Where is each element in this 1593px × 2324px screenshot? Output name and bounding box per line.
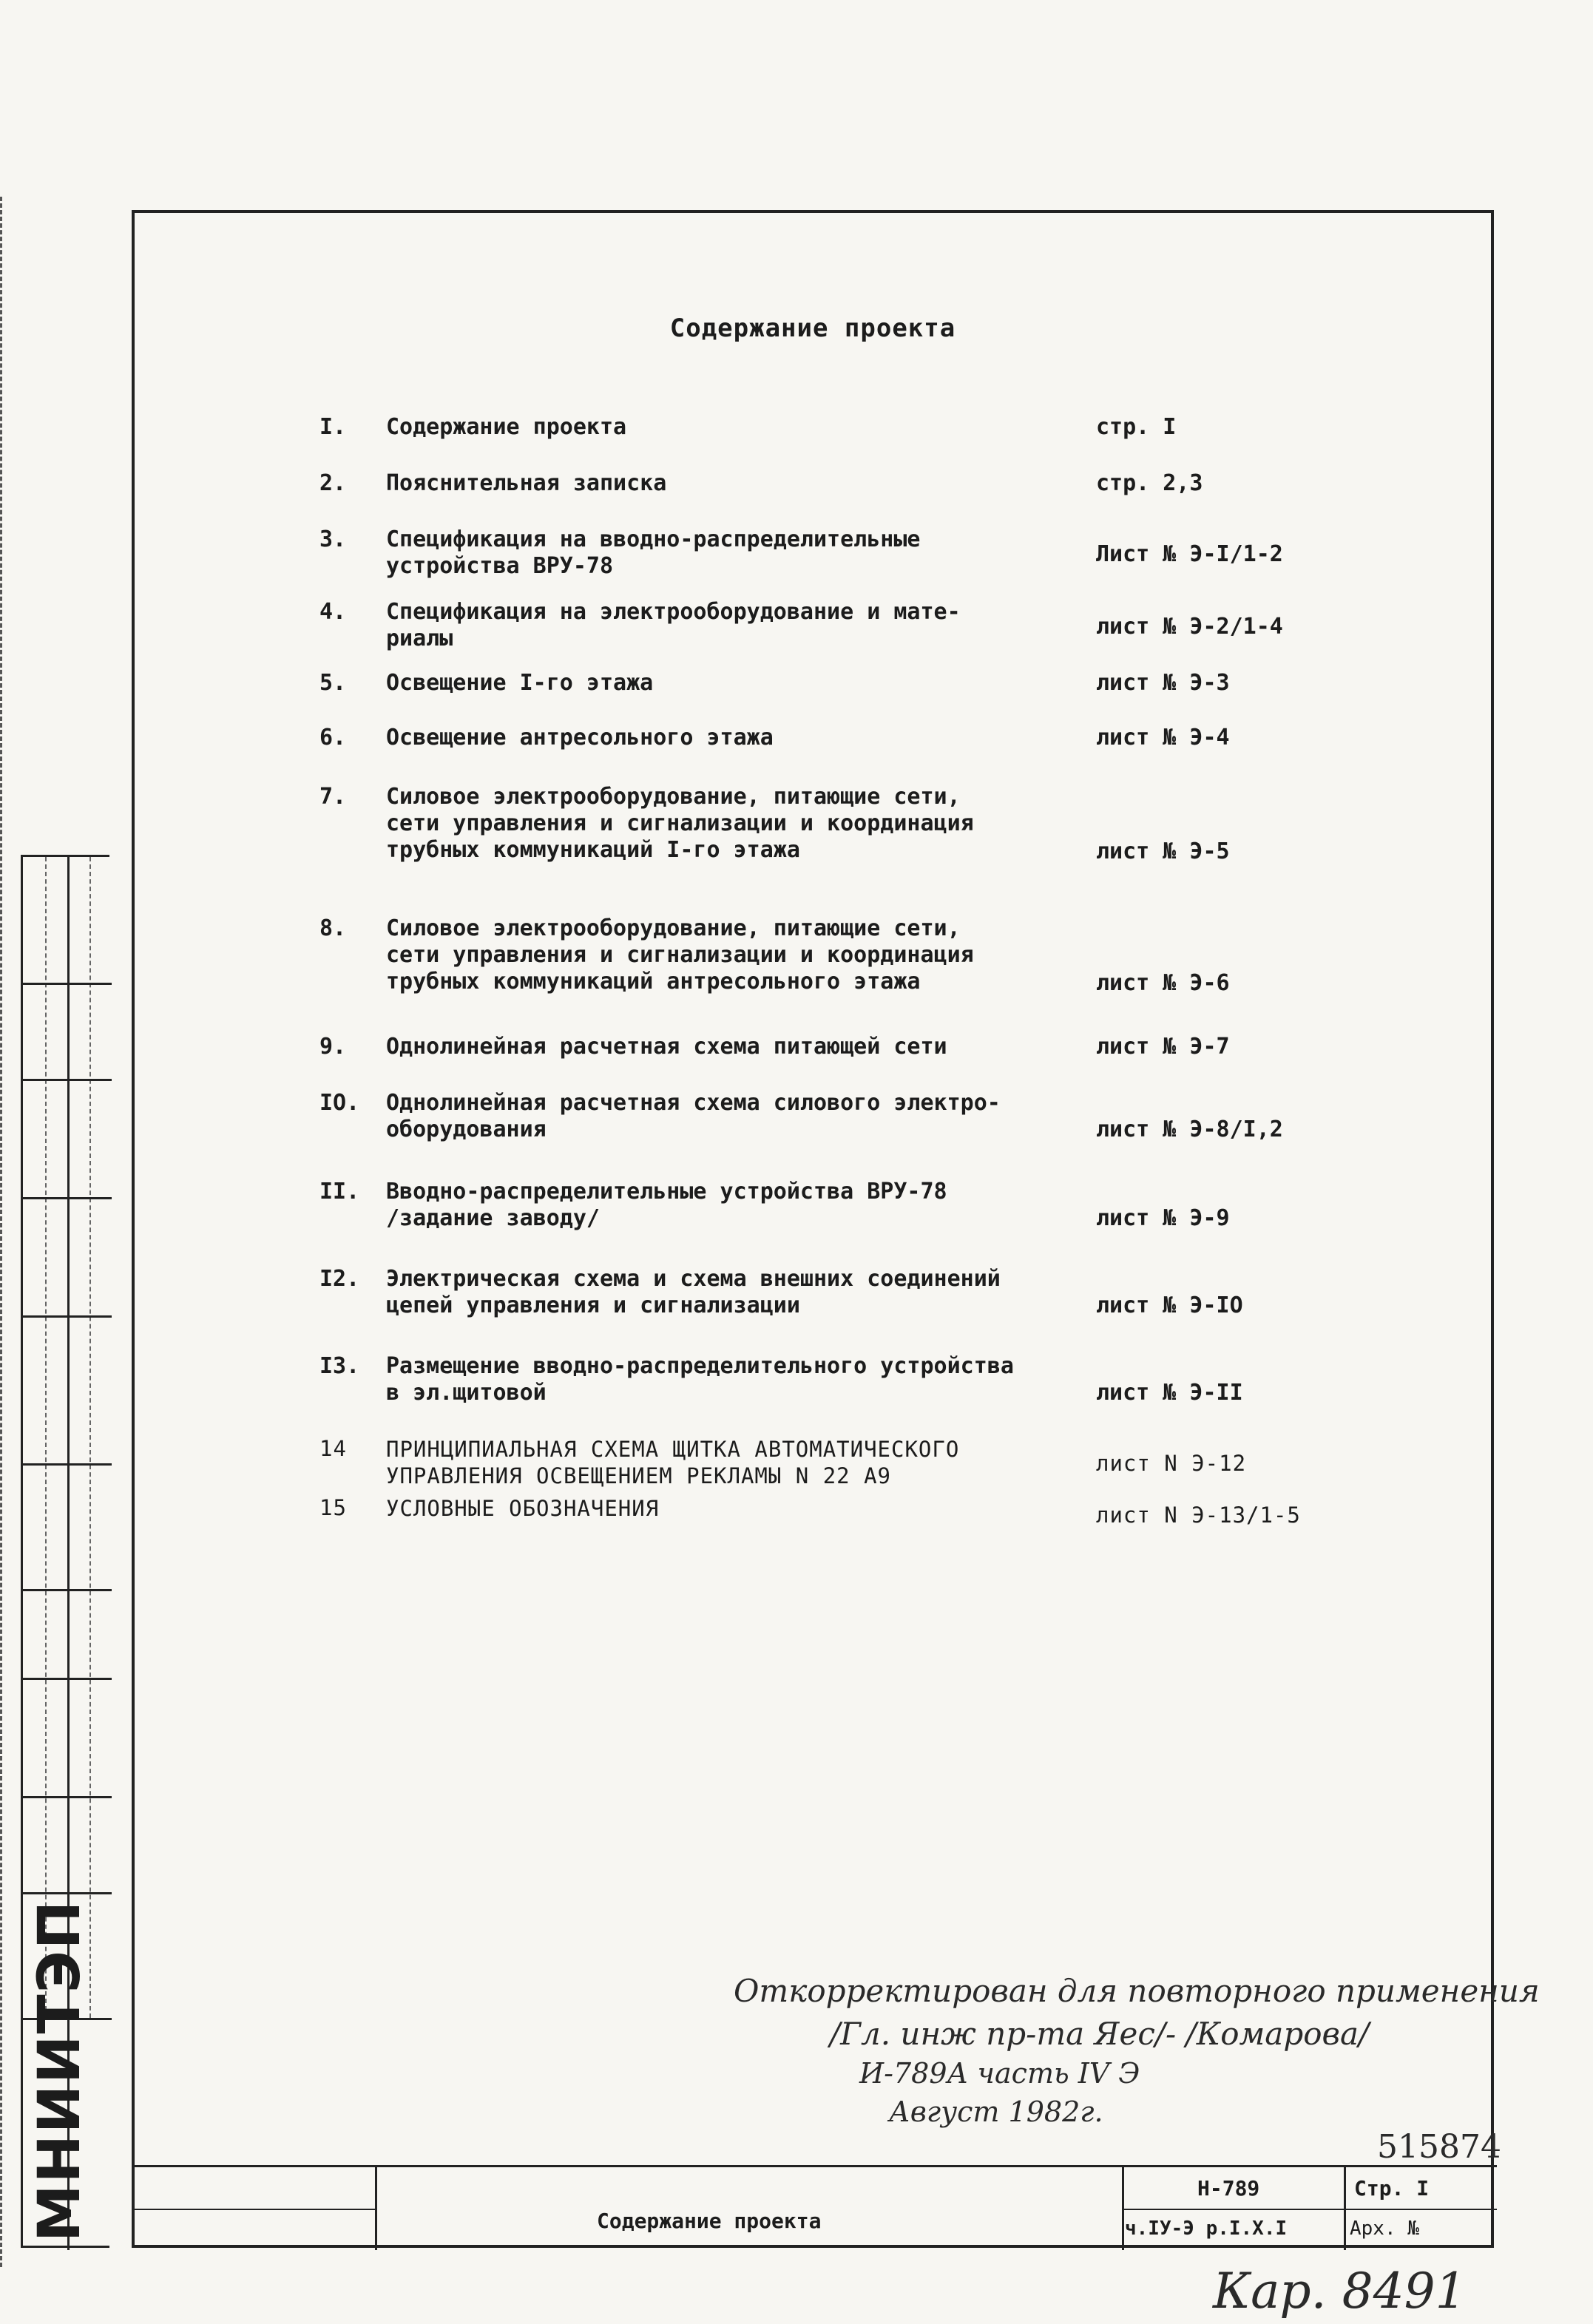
title-block-code-cell [1122, 2167, 1346, 2250]
contents-item-line: трубных коммуникаций антресольного этажа [386, 969, 921, 995]
contents-item-reference: стр. 2,3 [1096, 470, 1203, 496]
contents-item-number: II. [319, 1179, 360, 1205]
handwritten-date: Август 1982г. [889, 2096, 1103, 2128]
handwritten-project-part: И-789А часть IV Э [859, 2057, 1140, 2090]
contents-item-line: Электрическая схема и схема внешних соединений [386, 1266, 1001, 1292]
handwritten-signature-line: /Гл. инж пр-та Яес/- /Комарова/ [830, 2016, 1370, 2052]
contents-item-line: в эл.щитовой [386, 1380, 547, 1406]
contents-item-text [386, 1266, 1022, 1319]
contents-item-line: /задание заводу/ [386, 1205, 600, 1231]
contents-item-number: 9. [319, 1034, 347, 1060]
contents-item-line: Размещение вводно-распределительного устройства [386, 1353, 1014, 1379]
title-block-code: Н-789 [1197, 2176, 1260, 2201]
contents-item-line: Силовое электрооборудование, питающие сети, [386, 784, 961, 810]
contents-item-line: Содержание проекта [386, 414, 627, 440]
contents-item-line: сети управления и сигнализации и координация [386, 810, 974, 836]
contents-item-number: 5. [319, 670, 347, 696]
contents-item-number: 8. [319, 915, 347, 941]
contents-item-reference: лист № Э-9 [1096, 1205, 1230, 1231]
contents-item-reference: лист № Э-3 [1096, 670, 1230, 696]
contents-item-text [386, 1353, 1022, 1406]
contents-item-line: устройства ВРУ-78 [386, 553, 614, 579]
contents-item-text [386, 670, 1022, 697]
contents-item-number: 3. [319, 526, 347, 552]
contents-item-line: сети управления и сигнализации и координация [386, 942, 974, 968]
contents-item-number: I. [319, 414, 347, 440]
contents-item-line: Однолинейная расчетная схема силового электро- [386, 1090, 1001, 1116]
contents-item-reference: лист № Э-IO [1096, 1293, 1243, 1318]
title-block [135, 2165, 1497, 2250]
contents-item-reference: лист № Э-7 [1096, 1034, 1230, 1060]
contents-item-line: Однолинейная расчетная схема питающей сети [386, 1034, 947, 1060]
contents-item-line: Спецификация на электрооборудование и мате- [386, 599, 961, 625]
contents-item-text [386, 599, 1022, 652]
contents-item-text [386, 526, 1022, 580]
contents-item-number: I3. [319, 1353, 360, 1379]
title-block-part: ч.IУ-Э р.I.Х.I [1125, 2218, 1288, 2240]
contents-item-reference: лист N Э-13/1-5 [1096, 1503, 1301, 1528]
contents-item-line: Пояснительная записка [386, 470, 667, 496]
title-block-name-cell [375, 2167, 1124, 2250]
title-block-blank [135, 2167, 377, 2250]
handwritten-correction-note: Откорректирован для повторного применения [734, 1973, 1540, 2009]
contents-item-number: 2. [319, 470, 347, 496]
contents-item-number: 6. [319, 725, 347, 751]
contents-item-number: I2. [319, 1266, 360, 1292]
contents-item-text [386, 1436, 1022, 1489]
contents-item-reference: лист № Э-6 [1096, 970, 1230, 996]
contents-item-reference: лист № Э-5 [1096, 839, 1230, 864]
contents-item-text [386, 784, 1022, 864]
contents-item-line: оборудования [386, 1117, 547, 1142]
contents-item-reference: лист № Э-8/I,2 [1096, 1117, 1283, 1142]
contents-item-line: Освещение антресольного этажа [386, 725, 774, 751]
contents-item-reference: Лист № Э-I/1-2 [1096, 541, 1283, 567]
contents-item-text [386, 915, 1022, 995]
contents-item-number: 14 [319, 1436, 347, 1461]
contents-item-line: Спецификация на вводно-распределительные [386, 526, 921, 552]
contents-item-line: УСЛОВНЫЕ ОБОЗНАЧЕНИЯ [386, 1496, 660, 1521]
binding-margin-marks [0, 197, 7, 2267]
contents-item-reference: стр. I [1096, 414, 1177, 440]
organization-stamp: МНИИТЭП [27, 1899, 93, 2242]
title-block-page: Стр. I [1354, 2176, 1430, 2201]
contents-item-reference: лист № Э-II [1096, 1380, 1243, 1406]
archive-number: 515874 [1377, 2128, 1501, 2166]
contents-item-number: 7. [319, 784, 347, 810]
contents-item-line: риалы [386, 626, 453, 651]
contents-item-text [386, 1179, 1022, 1232]
title-block-archive: Арх. № [1350, 2218, 1419, 2240]
contents-list [135, 213, 1491, 2245]
contents-item-line: УПРАВЛЕНИЯ ОСВЕЩЕНИЕМ РЕКЛАМЫ N 22 А9 [386, 1463, 892, 1488]
contents-item-text [386, 1495, 1022, 1522]
title-block-page-cell [1344, 2167, 1497, 2250]
contents-item-line: Силовое электрооборудование, питающие сети, [386, 915, 961, 941]
contents-item-line: ПРИНЦИПИАЛЬНАЯ СХЕМА ЩИТКА АВТОМАТИЧЕСКОГО [386, 1437, 960, 1462]
contents-item-text [386, 725, 1022, 751]
contents-item-reference: лист № Э-2/1-4 [1096, 614, 1283, 640]
contents-item-reference: лист № Э-4 [1096, 725, 1230, 751]
contents-item-line: Вводно-распределительные устройства ВРУ-78 [386, 1179, 947, 1205]
contents-item-reference: лист N Э-12 [1096, 1451, 1247, 1476]
contents-item-text [386, 470, 1022, 497]
contents-item-number: 15 [319, 1495, 347, 1520]
contents-item-line: Освещение I-го этажа [386, 670, 654, 696]
contents-item-text [386, 1034, 1022, 1060]
contents-item-line: цепей управления и сигнализации [386, 1293, 800, 1318]
contents-item-line: трубных коммуникаций I-го этажа [386, 837, 800, 863]
title-block-title: Содержание проекта [597, 2209, 822, 2233]
document-frame [132, 210, 1540, 2248]
contents-item-text [386, 1090, 1022, 1143]
document-heading: Содержание проекта [669, 314, 956, 343]
handwritten-card-number: Кар. 8491 [1213, 2263, 1467, 2320]
contents-item-text [386, 414, 1022, 441]
contents-item-number: 4. [319, 599, 347, 625]
contents-item-number: IO. [319, 1090, 360, 1116]
